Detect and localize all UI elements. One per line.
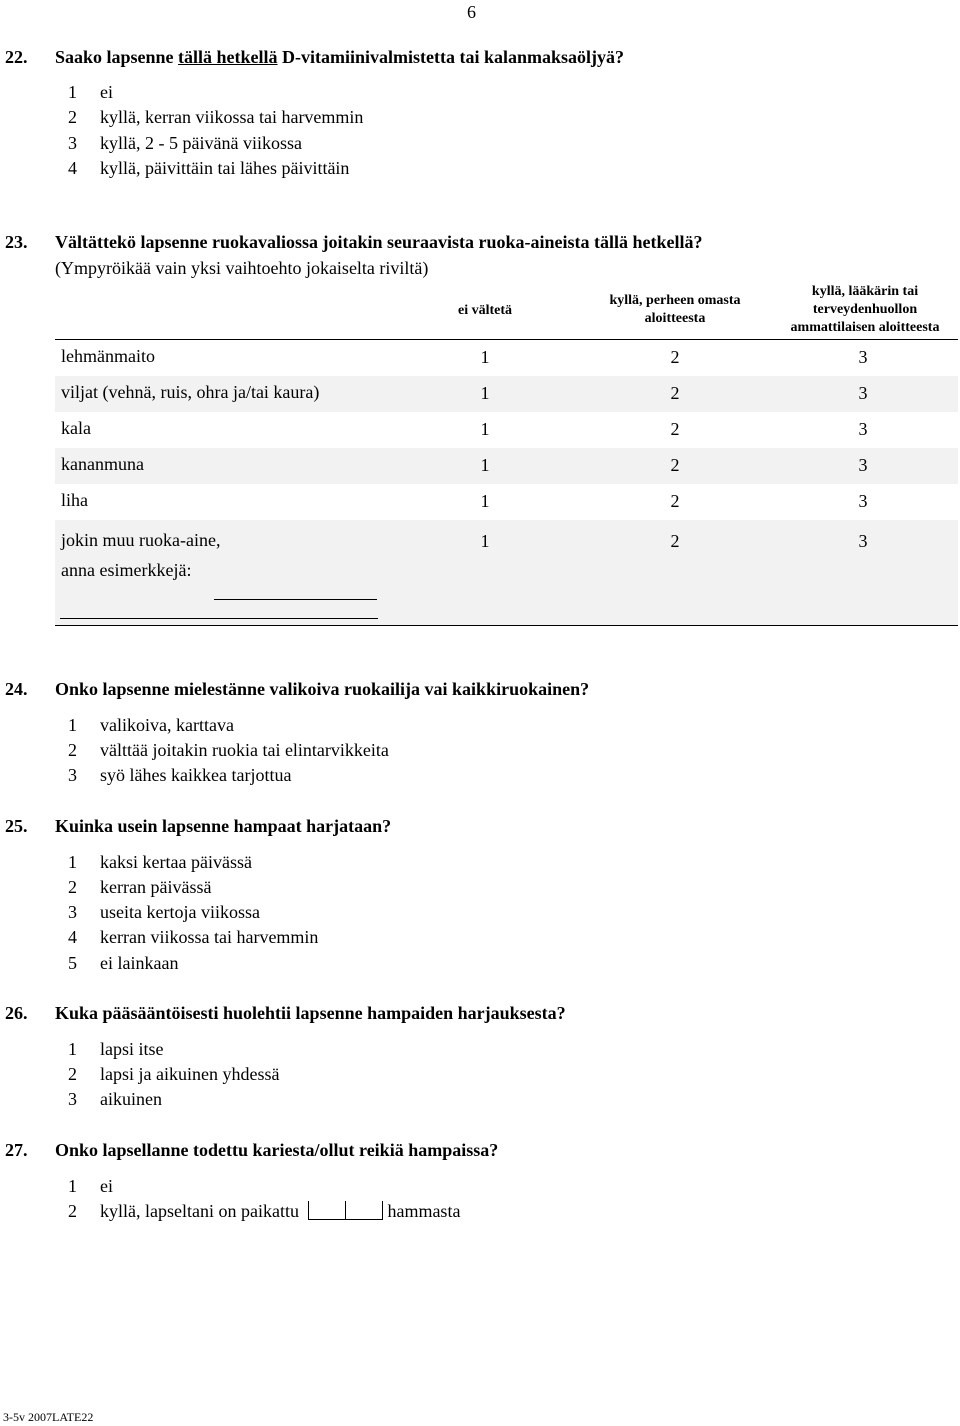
option-number: 1	[68, 1176, 77, 1196]
answer-option[interactable]	[68, 877, 211, 898]
row-label: lehmänmaito	[61, 346, 155, 366]
question-text: Onko lapsellanne todettu kariesta/ollut reikiä hampaissa?	[55, 1140, 499, 1160]
option-number: 3	[68, 765, 77, 785]
table-bottom-rule	[55, 625, 958, 626]
option-number: 1	[68, 715, 77, 735]
row-label: viljat (vehnä, ruis, ohra ja/tai kaura)	[61, 382, 320, 402]
row-label: liha	[61, 490, 88, 510]
option-label: kyllä, kerran viikossa tai harvemmin	[100, 107, 364, 127]
choice-2[interactable]: 2	[670, 383, 680, 403]
option-label: kyllä, päivittäin tai lähes päivittäin	[100, 158, 350, 178]
answer-option[interactable]	[68, 158, 349, 179]
question-number: 24.	[5, 679, 28, 699]
page-number: 6	[467, 2, 476, 22]
other-food-input-2[interactable]	[60, 599, 378, 619]
question-instruction: (Ympyröikää vain yksi vaihtoehto jokaiselta riviltä)	[55, 258, 429, 278]
question-number: 26.	[5, 1003, 28, 1023]
answer-option[interactable]	[68, 1089, 162, 1110]
choice-3[interactable]: 3	[858, 419, 868, 439]
option-number: 2	[68, 740, 77, 760]
choice-2[interactable]: 2	[670, 491, 680, 511]
column-header-line: kyllä, lääkärin tai	[811, 284, 919, 299]
row-label: anna esimerkkejä:	[61, 560, 192, 580]
choice-2[interactable]: 2	[670, 455, 680, 475]
question-number: 25.	[5, 816, 28, 836]
option-label: kyllä, lapseltani on paikattu	[100, 1201, 299, 1221]
option-label: aikuinen	[100, 1089, 162, 1109]
choice-1[interactable]: 1	[480, 455, 490, 475]
option-number: 5	[68, 953, 77, 973]
question-text	[55, 47, 624, 68]
option-label: kerran päivässä	[100, 877, 212, 897]
column-header-line: aloitteesta	[644, 311, 706, 326]
answer-option[interactable]	[68, 133, 302, 154]
option-number: 3	[68, 133, 77, 153]
question-number: 23.	[5, 232, 28, 252]
option-number: 2	[68, 107, 77, 127]
option-label: ei	[100, 82, 113, 102]
row-label: jokin muu ruoka-aine,	[61, 530, 221, 550]
choice-3[interactable]: 3	[858, 491, 868, 511]
question-text: Onko lapsenne mielestänne valikoiva ruokailija vai kaikkiruokainen?	[55, 679, 590, 699]
choice-3[interactable]: 3	[858, 383, 868, 403]
answer-option[interactable]	[68, 1176, 113, 1197]
option-label: kerran viikossa tai harvemmin	[100, 927, 319, 947]
option-number: 3	[68, 1089, 77, 1109]
answer-option[interactable]	[68, 1039, 164, 1060]
column-header-line: ei vältetä	[457, 303, 513, 318]
table-row-other	[55, 520, 958, 625]
question-text-part: Saako lapsenne	[55, 47, 179, 67]
column-header-3	[770, 283, 960, 337]
answer-option[interactable]	[68, 902, 260, 923]
option-label: lapsi itse	[100, 1039, 164, 1059]
question-text: Kuinka usein lapsenne hampaat harjataan?	[55, 816, 392, 836]
answer-option[interactable]	[68, 852, 252, 873]
answer-option[interactable]	[68, 1201, 460, 1222]
column-header-1	[425, 302, 545, 320]
column-header-line: ammattilaisen aloitteesta	[790, 320, 940, 335]
choice-3[interactable]: 3	[858, 347, 868, 367]
option-label: useita kertoja viikossa	[100, 902, 260, 922]
answer-option[interactable]	[68, 82, 113, 103]
answer-option[interactable]	[68, 765, 291, 786]
choice-2[interactable]: 2	[670, 531, 680, 551]
question-number: 22.	[5, 47, 28, 67]
choice-1[interactable]: 1	[480, 419, 490, 439]
option-label: kyllä, 2 - 5 päivänä viikossa	[100, 133, 302, 153]
question-text: Vältättekö lapsenne ruokavaliossa joitakin seuraavista ruoka-aineista tällä hetkellä?	[55, 232, 703, 252]
column-header-line: terveydenhuollon	[812, 302, 918, 317]
option-number: 2	[68, 1064, 77, 1084]
other-food-input-1[interactable]	[214, 579, 377, 600]
footer-code: 3-5v 2007LATE22	[3, 1410, 94, 1424]
question-text: Kuka pääsääntöisesti huolehtii lapsenne hampaiden harjauksesta?	[55, 1003, 566, 1023]
choice-2[interactable]: 2	[670, 419, 680, 439]
answer-option[interactable]	[68, 953, 178, 974]
answer-option[interactable]	[68, 1064, 279, 1085]
option-suffix: hammasta	[387, 1201, 461, 1221]
tooth-count-box-2[interactable]	[345, 1201, 383, 1220]
choice-1[interactable]: 1	[480, 383, 490, 403]
answer-option[interactable]	[68, 715, 234, 736]
option-number: 2	[68, 877, 77, 897]
table-row	[55, 376, 958, 412]
option-number: 2	[68, 1201, 77, 1221]
option-number: 1	[68, 1039, 77, 1059]
answer-option[interactable]	[68, 740, 389, 761]
option-number: 4	[68, 927, 77, 947]
option-label: lapsi ja aikuinen yhdessä	[100, 1064, 280, 1084]
choice-2[interactable]: 2	[670, 347, 680, 367]
table-row	[55, 484, 958, 520]
choice-1[interactable]: 1	[480, 347, 490, 367]
table-row	[55, 412, 958, 448]
table-row	[55, 448, 958, 484]
answer-option[interactable]	[68, 107, 363, 128]
choice-3[interactable]: 3	[858, 455, 868, 475]
choice-1[interactable]: 1	[480, 531, 490, 551]
table-row	[55, 340, 958, 376]
option-number: 4	[68, 158, 77, 178]
question-number: 27.	[5, 1140, 28, 1160]
row-label: kananmuna	[61, 454, 144, 474]
question-text-underlined: tällä hetkellä	[178, 47, 278, 67]
tooth-count-box-1[interactable]	[308, 1201, 345, 1220]
choice-3[interactable]: 3	[858, 531, 868, 551]
option-label: valikoiva, karttava	[100, 715, 234, 735]
choice-1[interactable]: 1	[480, 491, 490, 511]
column-header-line: kyllä, perheen omasta	[609, 293, 741, 308]
option-label: ei	[100, 1176, 113, 1196]
row-label: kala	[61, 418, 91, 438]
question-text-part: D-vitamiinivalmistetta tai kalanmaksaöljyä?	[277, 47, 625, 67]
option-number: 1	[68, 852, 77, 872]
option-label: syö lähes kaikkea tarjottua	[100, 765, 292, 785]
option-label: ei lainkaan	[100, 953, 179, 973]
answer-option[interactable]	[68, 927, 318, 948]
option-label: kaksi kertaa päivässä	[100, 852, 252, 872]
option-number: 3	[68, 902, 77, 922]
option-label: välttää joitakin ruokia tai elintarvikkeita	[100, 740, 389, 760]
option-number: 1	[68, 82, 77, 102]
column-header-2	[585, 292, 765, 328]
